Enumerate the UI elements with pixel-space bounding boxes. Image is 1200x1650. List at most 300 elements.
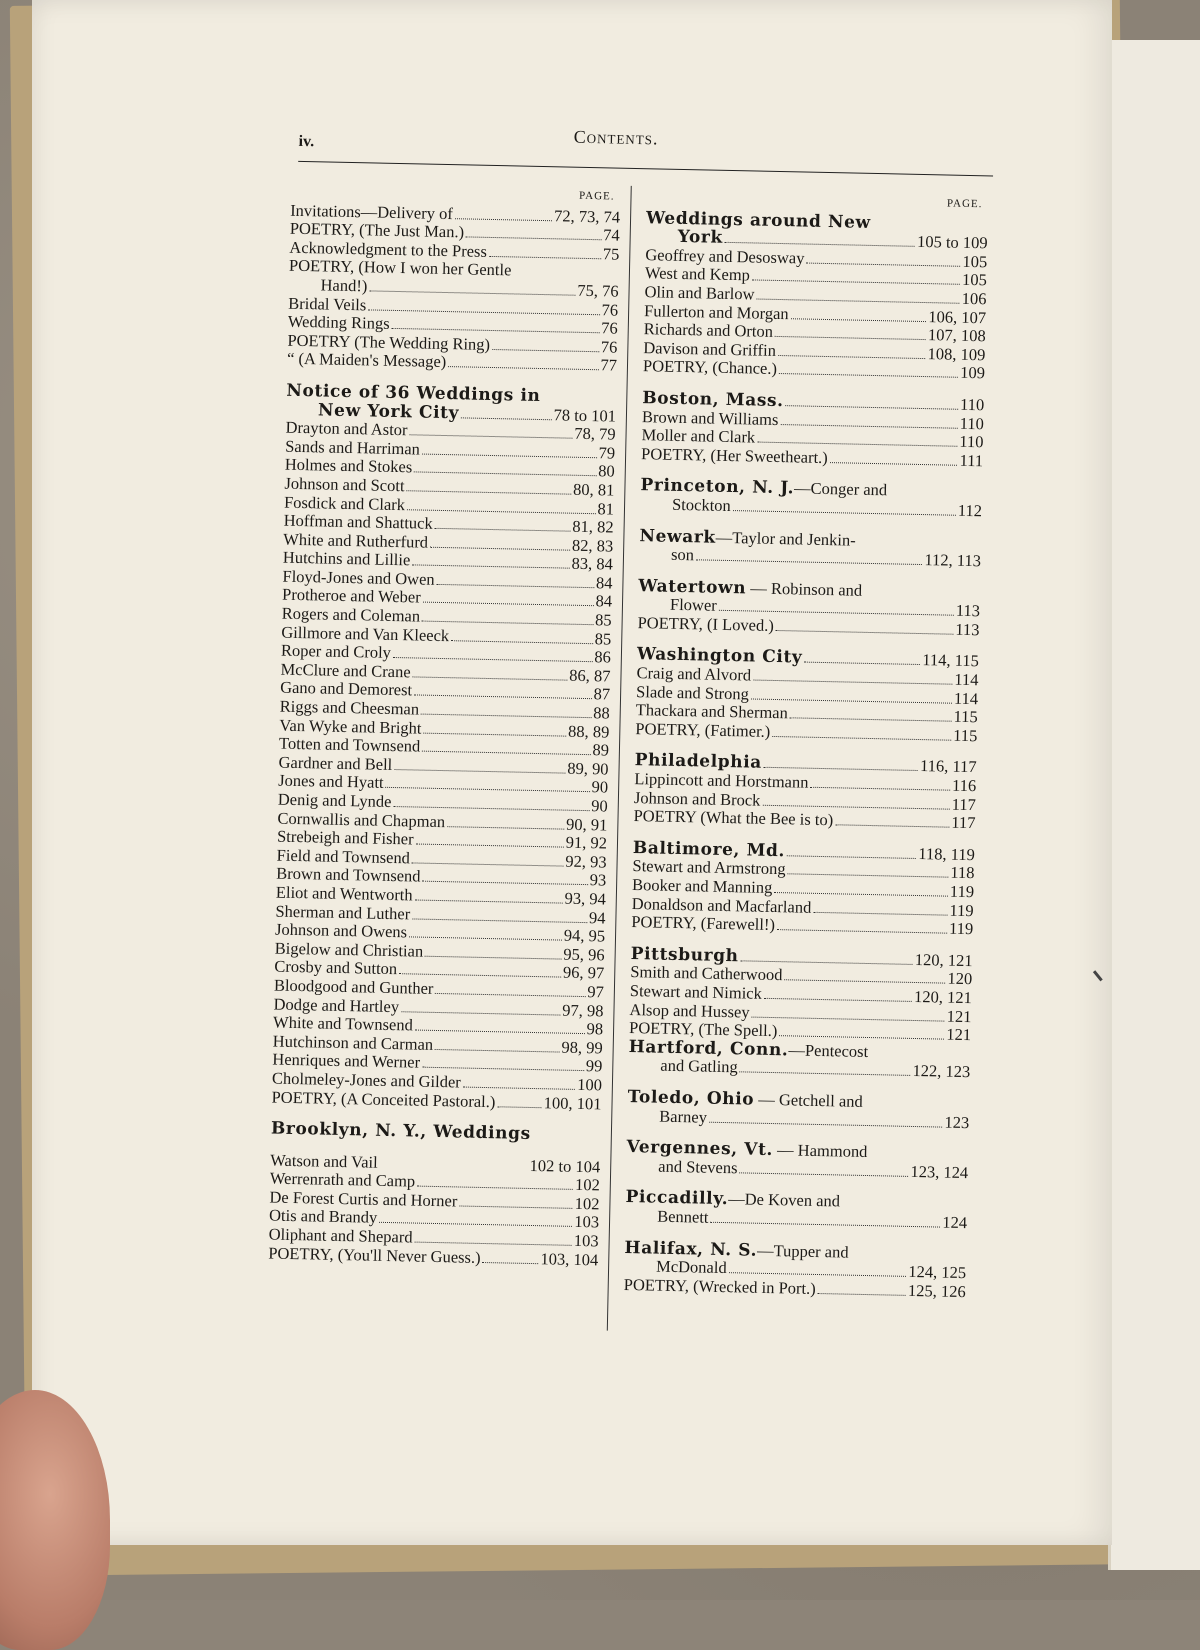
entry-page: 78 to 101 bbox=[553, 404, 617, 426]
entry-title: Geoffrey and Desosway bbox=[645, 244, 805, 268]
entry-page: 80 bbox=[598, 461, 615, 481]
vergennes-entry bbox=[626, 1138, 969, 1182]
entry-title: Johnson and Owens bbox=[274, 919, 408, 942]
dot-leader bbox=[764, 767, 918, 771]
dot-leader bbox=[739, 1172, 908, 1177]
entry-page: 92, 93 bbox=[565, 851, 607, 872]
entry-title: —Pentecost bbox=[788, 1040, 869, 1061]
entry-title: Crosby and Sutton bbox=[274, 956, 398, 979]
dot-leader bbox=[415, 899, 563, 903]
dot-leader bbox=[399, 974, 561, 978]
dot-leader bbox=[422, 1067, 584, 1071]
dot-leader bbox=[414, 1242, 571, 1246]
entry-title: POETRY, (Chance.) bbox=[642, 356, 778, 379]
entry-page: 90, 91 bbox=[565, 814, 608, 835]
dot-leader bbox=[412, 918, 587, 923]
dot-leader bbox=[435, 528, 571, 532]
entry-page: 77 bbox=[600, 355, 618, 375]
dot-leader bbox=[790, 718, 952, 722]
entry-page: 93 bbox=[589, 870, 607, 890]
dot-leader bbox=[725, 242, 915, 247]
dot-leader bbox=[437, 584, 594, 588]
entry-title: Lippincott and Horstmann bbox=[634, 769, 809, 792]
section-heading: Pittsburgh bbox=[630, 943, 739, 967]
dot-leader bbox=[787, 874, 948, 878]
nyc-entries bbox=[271, 419, 615, 1114]
running-title: Contents. bbox=[573, 126, 659, 149]
entry-page: 114 bbox=[954, 669, 979, 690]
entry-page: 88, 89 bbox=[567, 721, 610, 742]
entry-page: 115 bbox=[953, 706, 978, 727]
entry-page: 117 bbox=[951, 794, 977, 814]
entry-title: Donaldson and Macfarland bbox=[631, 893, 812, 917]
dot-leader bbox=[412, 565, 569, 569]
entry-page: 109 bbox=[959, 363, 986, 383]
dot-leader bbox=[729, 1272, 907, 1277]
dot-leader bbox=[810, 787, 950, 791]
entry-page: 76 bbox=[601, 299, 619, 320]
entry-title: Bigelow and Christian bbox=[274, 938, 424, 961]
dot-leader bbox=[710, 1222, 940, 1228]
dot-leader bbox=[780, 424, 957, 429]
dot-leader bbox=[414, 472, 596, 477]
entry-page: 120, 121 bbox=[914, 949, 973, 970]
entry-page: 121 bbox=[946, 1006, 972, 1026]
dot-leader bbox=[423, 602, 594, 607]
dot-leader bbox=[369, 290, 575, 295]
dot-leader bbox=[407, 509, 595, 514]
entry-page: 106, 107 bbox=[928, 306, 987, 327]
dot-leader bbox=[451, 640, 593, 644]
entry-page: 75 bbox=[602, 244, 620, 264]
dot-leader bbox=[751, 1016, 944, 1021]
header-rule bbox=[298, 161, 993, 177]
entry-title: Jones and Hyatt bbox=[278, 771, 384, 793]
hartford-entry bbox=[628, 1038, 971, 1082]
book-page bbox=[32, 0, 1112, 1545]
entry-title: Smith and Catherwood bbox=[630, 962, 783, 985]
entry-page: 89 bbox=[592, 740, 610, 760]
dot-leader bbox=[380, 1168, 528, 1171]
entry-page: 111 bbox=[959, 450, 984, 471]
dot-leader bbox=[415, 844, 563, 848]
entry-title: Wedding Rings bbox=[287, 311, 390, 333]
entry-title: West and Kemp bbox=[644, 263, 751, 285]
entry-page: 90 bbox=[591, 777, 609, 797]
section-heading: Boston, Mass. bbox=[642, 388, 784, 412]
entry-title: Richards and Orton bbox=[643, 319, 774, 342]
entry-page: 124, 125 bbox=[908, 1262, 967, 1283]
dot-leader bbox=[835, 824, 949, 827]
dot-leader bbox=[409, 434, 572, 438]
section-heading: Watertown bbox=[638, 575, 747, 599]
entry-title: POETRY, (The Just Man.) bbox=[289, 218, 465, 242]
entry-page: 100 bbox=[576, 1074, 603, 1095]
dot-leader bbox=[393, 657, 592, 662]
dot-leader bbox=[775, 336, 926, 340]
entry-page: 84 bbox=[595, 591, 613, 612]
entry-title: White and Townsend bbox=[272, 1012, 414, 1035]
entry-page: 116, 117 bbox=[919, 756, 977, 777]
entry-title: Hand!) bbox=[320, 275, 368, 296]
dot-leader bbox=[764, 998, 912, 1002]
philadelphia-entries bbox=[633, 770, 976, 833]
dot-leader bbox=[777, 929, 947, 934]
entry-page: 84 bbox=[595, 573, 613, 593]
section-heading: Princeton, N. J. bbox=[640, 475, 795, 499]
entry-title: Sands and Harriman bbox=[285, 436, 421, 459]
section-heading: Baltimore, Md. bbox=[632, 837, 786, 862]
toledo-entry bbox=[627, 1088, 970, 1132]
entry-title: Rogers and Coleman bbox=[281, 603, 421, 626]
dot-leader bbox=[448, 366, 598, 370]
dot-leader bbox=[784, 980, 945, 984]
dot-leader bbox=[482, 1262, 538, 1264]
dot-leader bbox=[422, 751, 590, 756]
section-heading: Halifax, N. S. bbox=[624, 1237, 758, 1261]
entry-page: 123, 124 bbox=[910, 1161, 969, 1182]
dot-leader bbox=[401, 1011, 560, 1015]
entry-page: 88 bbox=[593, 703, 610, 723]
entry-title: Acknowledgment to the Press bbox=[289, 237, 488, 261]
dot-leader bbox=[791, 318, 927, 322]
entry-title: POETRY, (Her Sweetheart.) bbox=[640, 443, 828, 467]
dot-leader bbox=[406, 490, 571, 494]
entry-title: POETRY, (How I won her Gentle bbox=[288, 256, 512, 280]
entry-title: Strebeigh and Fisher bbox=[276, 826, 414, 849]
dot-leader bbox=[497, 1106, 541, 1108]
entry-page: 102 to 104 bbox=[529, 1155, 601, 1177]
entry-page: 79 bbox=[598, 442, 616, 463]
entry-title: McDonald bbox=[655, 1256, 727, 1278]
entry-title: Protheroe and Weber bbox=[281, 585, 421, 608]
dot-leader bbox=[753, 680, 952, 685]
entry-page: 94 bbox=[588, 907, 606, 928]
entry-title: “ (A Maiden's Message) bbox=[286, 349, 447, 372]
entry-title: Cholmeley-Jones and Gilder bbox=[271, 1068, 461, 1092]
entry-title: De Forest Curtis and Horner bbox=[269, 1187, 458, 1211]
entry-page: 110 bbox=[959, 431, 984, 452]
dot-leader bbox=[461, 417, 552, 420]
entry-page: 87 bbox=[593, 684, 611, 704]
entry-page: 123 bbox=[944, 1112, 970, 1132]
entry-page: 103 bbox=[573, 1230, 599, 1251]
dot-leader bbox=[733, 510, 956, 516]
section-heading: New York City bbox=[317, 399, 460, 423]
section-heading: Toledo, Ohio bbox=[627, 1086, 755, 1110]
entry-page: 105 bbox=[961, 270, 988, 290]
entry-title: Johnson and Brock bbox=[633, 787, 761, 810]
left-top-entries bbox=[289, 201, 620, 264]
entry-title: Moller and Clark bbox=[641, 425, 756, 447]
dot-leader bbox=[430, 546, 570, 550]
entry-title: Field and Townsend bbox=[276, 845, 411, 868]
entry-page: 115 bbox=[952, 725, 978, 746]
dot-leader bbox=[779, 1035, 944, 1039]
entry-title: Oliphant and Shepard bbox=[268, 1224, 413, 1247]
entry-page: 99 bbox=[585, 1056, 603, 1076]
entry-title: POETRY (The Wedding Ring) bbox=[287, 330, 491, 354]
dot-leader bbox=[414, 695, 592, 700]
entry-page: 119 bbox=[948, 918, 974, 939]
dot-leader bbox=[422, 881, 587, 885]
dot-leader bbox=[423, 732, 566, 736]
entry-page: 112 bbox=[957, 500, 983, 521]
entry-title: POETRY, (Fatimer.) bbox=[635, 718, 771, 741]
entry-page: 91, 92 bbox=[565, 832, 608, 853]
entry-page: 75, 76 bbox=[577, 280, 619, 301]
entry-title: White and Rutherfurd bbox=[283, 529, 429, 552]
entry-title: Eliot and Wentworth bbox=[275, 882, 413, 905]
entry-title: Bridal Veils bbox=[288, 293, 367, 314]
entry-title: Gillmore and Van Kleeck bbox=[281, 622, 450, 645]
entry-title: Fullerton and Morgan bbox=[643, 300, 789, 323]
entry-title: Invitations—Delivery of bbox=[289, 200, 454, 223]
entry-page: 81 bbox=[597, 498, 615, 519]
section-heading: Hartford, Conn. bbox=[628, 1036, 789, 1061]
entry-page: 112, 113 bbox=[924, 550, 982, 571]
dot-leader bbox=[435, 1049, 559, 1053]
dot-leader bbox=[787, 855, 916, 859]
entry-title: Sherman and Luther bbox=[275, 901, 411, 923]
baltimore-entries bbox=[631, 857, 974, 939]
entry-title: Hutchins and Lillie bbox=[282, 547, 411, 570]
entry-page: 113 bbox=[955, 601, 981, 621]
entry-title: —Taylor and Jenkin- bbox=[715, 527, 856, 550]
dot-leader bbox=[459, 1205, 572, 1208]
adjacent-page bbox=[1108, 40, 1200, 1570]
entry-title: POETRY, (Farewell!) bbox=[631, 912, 776, 935]
entry-page: 98 bbox=[586, 1019, 604, 1039]
dot-leader bbox=[412, 862, 563, 866]
entry-page: 122, 123 bbox=[912, 1061, 971, 1082]
entry-page: 89, 90 bbox=[567, 758, 609, 779]
entry-page: 74 bbox=[603, 225, 620, 245]
section-heading: Notice of 36 Weddings in bbox=[286, 380, 541, 406]
washington-entries bbox=[635, 664, 978, 746]
entry-page: 95, 96 bbox=[563, 944, 605, 965]
piccadilly-entry bbox=[625, 1188, 968, 1232]
dot-leader bbox=[422, 453, 597, 458]
entry-title: —Tupper and bbox=[756, 1240, 849, 1262]
section-heading: York bbox=[677, 227, 724, 248]
page-content bbox=[14, 0, 1126, 1555]
entry-title: son bbox=[670, 544, 695, 565]
entry-title: Barney bbox=[659, 1106, 708, 1127]
page-number: iv. bbox=[298, 132, 315, 151]
entry-title: Stewart and Nimick bbox=[629, 980, 763, 1003]
entry-title: Stewart and Armstrong bbox=[632, 856, 786, 879]
pittsburgh-entries bbox=[629, 963, 972, 1045]
dot-leader bbox=[776, 630, 954, 635]
dot-leader bbox=[779, 373, 958, 378]
page-label: PAGE. bbox=[946, 197, 983, 211]
section-heading: Weddings around New bbox=[645, 207, 871, 233]
entry-title: Riggs and Cheesman bbox=[279, 696, 420, 719]
entry-page: 93, 94 bbox=[564, 888, 607, 909]
brooklyn-entries bbox=[268, 1170, 600, 1270]
princeton-entry bbox=[640, 476, 983, 520]
entry-page: 85 bbox=[594, 610, 612, 630]
entry-title: and Gatling bbox=[660, 1056, 738, 1077]
right-column bbox=[624, 188, 989, 1301]
entry-page: 107, 108 bbox=[927, 325, 986, 346]
entry-page: 86, 87 bbox=[569, 665, 611, 686]
entry-title: Hutchinson and Carman bbox=[272, 1031, 434, 1054]
entry-page: 97, 98 bbox=[562, 1000, 604, 1021]
dot-leader bbox=[425, 955, 561, 959]
entry-page: 121 bbox=[946, 1024, 972, 1045]
entry-title: Floyd-Jones and Owen bbox=[282, 566, 435, 589]
entry-title: Dodge and Hartley bbox=[273, 994, 400, 1016]
entry-title: —Conger and bbox=[793, 478, 888, 500]
entry-page: 72, 73, 74 bbox=[553, 205, 621, 227]
entry-page: 97 bbox=[587, 982, 605, 1002]
entry-title: Gano and Demorest bbox=[279, 678, 413, 700]
entry-title: Craig and Alvord bbox=[636, 663, 752, 685]
entry-page: 108, 109 bbox=[927, 343, 986, 365]
entry-title: POETRY, (The Spell.) bbox=[628, 1018, 778, 1041]
entry-page: 106 bbox=[961, 288, 987, 309]
entry-title: McClure and Crane bbox=[280, 659, 411, 682]
entry-page: 98, 99 bbox=[561, 1037, 603, 1058]
entry-page: 94, 95 bbox=[563, 925, 606, 946]
entry-title: POETRY, (A Conceited Pastoral.) bbox=[271, 1087, 496, 1111]
entry-title: POETRY (What the Bee is to) bbox=[633, 806, 834, 830]
left-column bbox=[268, 181, 621, 1270]
entry-title: Werrenrath and Camp bbox=[269, 1168, 416, 1191]
entry-page: 120, 121 bbox=[913, 986, 973, 1008]
dot-leader bbox=[778, 355, 926, 359]
entry-page: 113 bbox=[955, 619, 980, 640]
dot-leader bbox=[492, 349, 599, 352]
entry-page: 100, 101 bbox=[543, 1092, 602, 1113]
entry-page: 118 bbox=[950, 863, 975, 883]
entry-title: Stockton bbox=[671, 494, 731, 515]
entry-page: 117 bbox=[951, 812, 976, 833]
dot-leader bbox=[756, 298, 959, 303]
entry-page: 80, 81 bbox=[572, 479, 615, 500]
entry-title: Roper and Croly bbox=[280, 640, 392, 663]
dot-leader bbox=[806, 262, 960, 266]
section-heading: Vergennes, Vt. bbox=[626, 1137, 774, 1161]
entry-title: Totten and Townsend bbox=[278, 733, 421, 756]
entry-title: POETRY, (I Loved.) bbox=[637, 612, 775, 635]
entry-page: 102 bbox=[574, 1175, 601, 1195]
dot-leader bbox=[786, 405, 958, 410]
entry-title: —De Koven and bbox=[728, 1189, 841, 1211]
dot-leader bbox=[741, 960, 913, 965]
entry-page: 103 bbox=[574, 1212, 600, 1232]
dot-leader bbox=[368, 309, 599, 315]
entry-page: 124 bbox=[942, 1212, 968, 1233]
entry-title: Bennett bbox=[656, 1206, 709, 1227]
entry-title: Bloodgood and Gunther bbox=[273, 975, 434, 998]
section-heading: Philadelphia bbox=[634, 750, 763, 774]
dot-leader bbox=[774, 892, 948, 897]
dot-leader bbox=[489, 256, 601, 259]
entry-title: Van Wyke and Bright bbox=[279, 715, 422, 738]
entry-title: Drayton and Astor bbox=[285, 417, 408, 440]
entry-page: 78, 79 bbox=[574, 423, 616, 444]
entry-page: 125, 126 bbox=[907, 1280, 966, 1301]
dot-leader bbox=[463, 1086, 575, 1089]
entry-page: 76 bbox=[600, 337, 618, 357]
entry-page: 96, 97 bbox=[562, 962, 605, 983]
dot-leader bbox=[813, 911, 947, 915]
section-heading: Washington City bbox=[636, 644, 803, 669]
entry-title: — Robinson and bbox=[746, 578, 863, 600]
newark-entry bbox=[639, 527, 982, 571]
dot-leader bbox=[757, 442, 957, 447]
entry-page: 76 bbox=[601, 318, 618, 338]
dot-leader bbox=[422, 621, 593, 626]
section-heading: Piccadilly. bbox=[625, 1187, 729, 1210]
dot-leader bbox=[386, 787, 590, 792]
entry-page: 103, 104 bbox=[540, 1248, 599, 1270]
entry-title: Alsop and Hussey bbox=[629, 999, 750, 1022]
entry-page: 82, 83 bbox=[571, 535, 614, 556]
dot-leader bbox=[804, 662, 920, 665]
dot-leader bbox=[417, 1186, 573, 1190]
entry-title: Fosdick and Clark bbox=[283, 492, 406, 514]
entry-title: Olin and Barlow bbox=[644, 282, 755, 304]
dot-leader bbox=[455, 218, 552, 221]
entry-title: Gardner and Bell bbox=[278, 752, 393, 774]
dot-leader bbox=[447, 826, 564, 829]
entry-page: 81, 82 bbox=[572, 516, 614, 537]
entry-title: Denig and Lynde bbox=[277, 789, 392, 811]
entry-title: POETRY, (You'll Never Guess.) bbox=[268, 1243, 481, 1267]
dot-leader bbox=[740, 1072, 911, 1077]
entry-title: Davison and Griffin bbox=[643, 337, 777, 360]
entry-title: Brown and Williams bbox=[641, 406, 779, 429]
entry-title: POETRY, (Wrecked in Port.) bbox=[623, 1274, 816, 1298]
entry-page: 105 to 109 bbox=[916, 232, 988, 253]
dot-leader bbox=[752, 280, 960, 285]
section-heading: Brooklyn, N. Y., Weddings bbox=[270, 1118, 531, 1145]
dot-leader bbox=[435, 993, 585, 997]
dot-leader bbox=[393, 806, 589, 811]
entry-page: 85 bbox=[594, 628, 612, 649]
entry-title: Thackara and Sherman bbox=[635, 700, 789, 723]
dot-leader bbox=[394, 769, 565, 774]
entry-title: Holmes and Stokes bbox=[284, 454, 413, 477]
ink-mark bbox=[1093, 970, 1103, 981]
entry-page: 114, 115 bbox=[922, 650, 980, 671]
entry-page: 119 bbox=[949, 900, 974, 920]
dot-leader bbox=[466, 237, 601, 241]
entry-page: 110 bbox=[959, 394, 985, 415]
dot-leader bbox=[413, 676, 568, 680]
entry-page: 110 bbox=[959, 413, 985, 433]
entry-page: 116 bbox=[951, 775, 977, 796]
entry-title: Otis and Brandy bbox=[268, 1205, 378, 1228]
entry-page: 118, 119 bbox=[918, 843, 976, 865]
entry-title: — Hammond bbox=[772, 1140, 868, 1162]
dot-leader bbox=[772, 736, 951, 741]
entry-title: Brown and Townsend bbox=[276, 863, 421, 886]
entry-page: 102 bbox=[574, 1193, 600, 1214]
left-more-entries bbox=[287, 294, 618, 375]
entry-page: 119 bbox=[949, 881, 975, 902]
entry-title: Hoffman and Shattuck bbox=[283, 510, 433, 533]
entry-title: Cornwallis and Chapman bbox=[277, 808, 446, 831]
entry-title: Flower bbox=[669, 595, 717, 616]
entry-title: Slade and Strong bbox=[635, 681, 750, 704]
dot-leader bbox=[696, 559, 923, 565]
entry-page: 86 bbox=[594, 647, 612, 667]
